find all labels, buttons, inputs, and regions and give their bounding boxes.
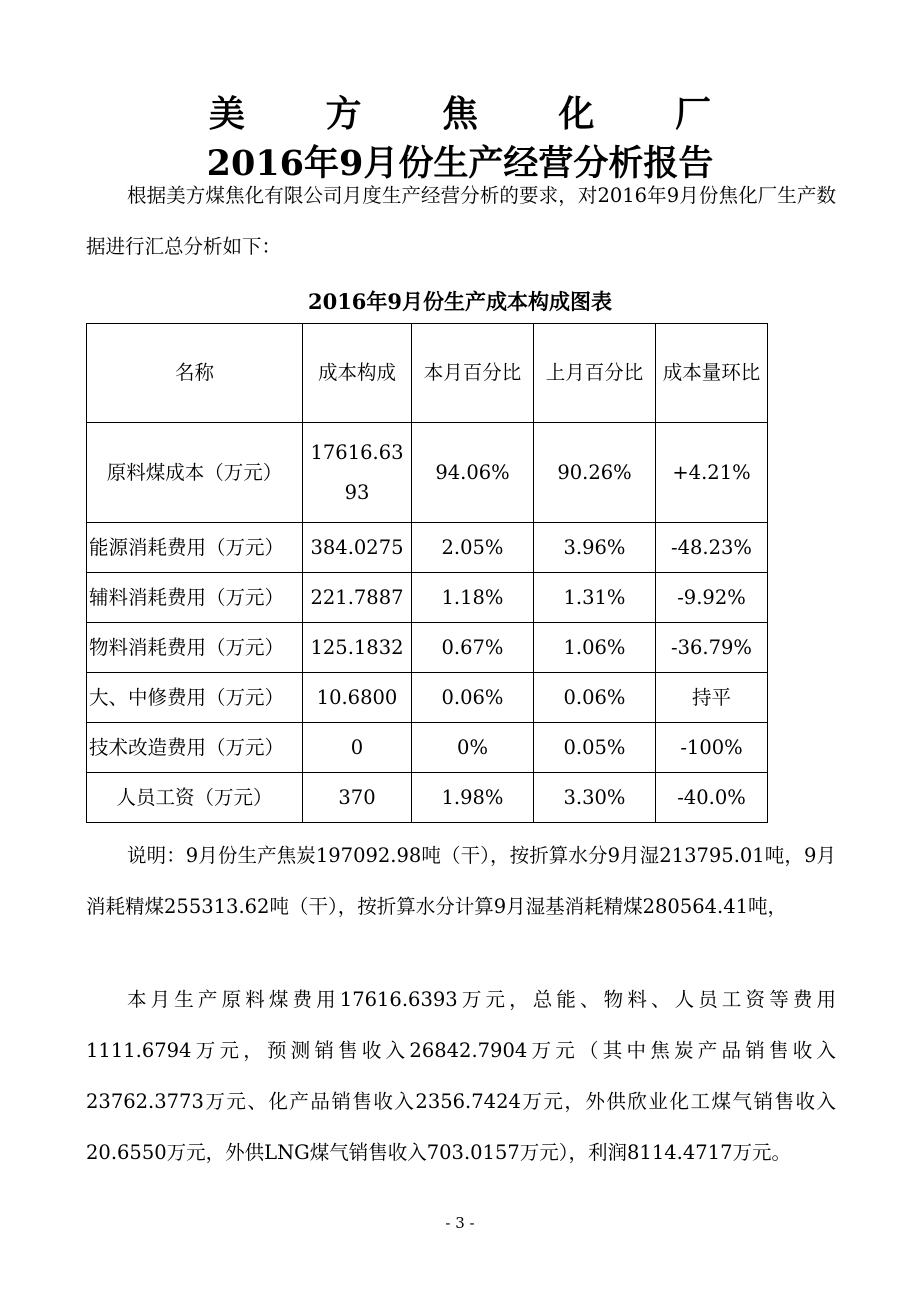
table-row <box>87 673 768 723</box>
row-this-month: 1.98% <box>412 773 534 823</box>
row-mom: -40.0% <box>656 773 768 823</box>
row-cost: 370 <box>303 773 412 823</box>
row-mom: -36.79% <box>656 623 768 673</box>
table-row <box>87 573 768 623</box>
row-cost: 10.6800 <box>303 673 412 723</box>
row-name: 物料消耗费用（万元） <box>87 623 303 673</box>
header-name: 名称 <box>87 324 303 423</box>
row-this-month: 0.06% <box>412 673 534 723</box>
summary-paragraph: 本月生产原料煤费用17616.6393万元，总能、物料、人员工资等费用1111.6794万元，预测销售收入26842.7904万元（其中焦炭产品销售收入23762.3773万元、化产品销售收入2356.7424万元，外供欣业化工煤气销售收入20.6550万元，外供LNG煤气销售收入703.0157万元），利润8114.4717万元。 <box>86 988 836 1164</box>
row-name: 人员工资（万元） <box>87 773 303 823</box>
header-this-month: 本月百分比 <box>412 324 534 423</box>
row-last-month: 0.05% <box>534 723 656 773</box>
row-mom: +4.21% <box>656 423 768 523</box>
header-last-month: 上月百分比 <box>534 324 656 423</box>
table-row <box>87 773 768 823</box>
row-last-month: 1.06% <box>534 623 656 673</box>
row-name: 大、中修费用（万元） <box>87 673 303 723</box>
company-title: 美 方 焦 化 厂 <box>208 93 746 135</box>
header-mom: 成本量环比 <box>656 324 768 423</box>
table-row <box>87 523 768 573</box>
row-name: 原料煤成本（万元） <box>87 423 303 523</box>
cost-structure-table <box>86 323 768 823</box>
row-this-month: 0.67% <box>412 623 534 673</box>
row-this-month: 2.05% <box>412 523 534 573</box>
table-row <box>87 623 768 673</box>
row-mom: -48.23% <box>656 523 768 573</box>
row-last-month: 3.30% <box>534 773 656 823</box>
table-row <box>87 423 768 523</box>
note-paragraph: 说明：9月份生产焦炭197092.98吨（干），按折算水分9月湿213795.01吨，9月消耗精煤255313.62吨（干），按折算水分计算9月湿基消耗精煤280564.41吨， <box>86 844 836 918</box>
row-last-month: 90.26% <box>534 423 656 523</box>
table-caption: 2016年9月份生产成本构成图表 <box>307 289 613 314</box>
row-name: 技术改造费用（万元） <box>87 723 303 773</box>
row-last-month: 3.96% <box>534 523 656 573</box>
row-name: 能源消耗费用（万元） <box>87 523 303 573</box>
row-cost: 125.1832 <box>303 623 412 673</box>
row-this-month: 0% <box>412 723 534 773</box>
row-last-month: 0.06% <box>534 673 656 723</box>
intro-paragraph: 根据美方煤焦化有限公司月度生产经营分析的要求，对2016年9月份焦化厂生产数据进行汇总分析如下： <box>86 184 836 258</box>
row-mom: -100% <box>656 723 768 773</box>
row-mom: 持平 <box>656 673 768 723</box>
row-cost: 17616.6393 <box>303 423 412 523</box>
report-title: 2016年9月份生产经营分析报告 <box>206 143 714 184</box>
table-row <box>87 723 768 773</box>
row-name: 辅料消耗费用（万元） <box>87 573 303 623</box>
header-cost: 成本构成 <box>303 324 412 423</box>
row-cost: 0 <box>303 723 412 773</box>
table-header-row <box>87 324 768 423</box>
row-cost: 221.7887 <box>303 573 412 623</box>
page-number: - 3 - <box>445 1214 475 1232</box>
row-last-month: 1.31% <box>534 573 656 623</box>
row-cost: 384.0275 <box>303 523 412 573</box>
row-mom: -9.92% <box>656 573 768 623</box>
row-this-month: 94.06% <box>412 423 534 523</box>
row-this-month: 1.18% <box>412 573 534 623</box>
